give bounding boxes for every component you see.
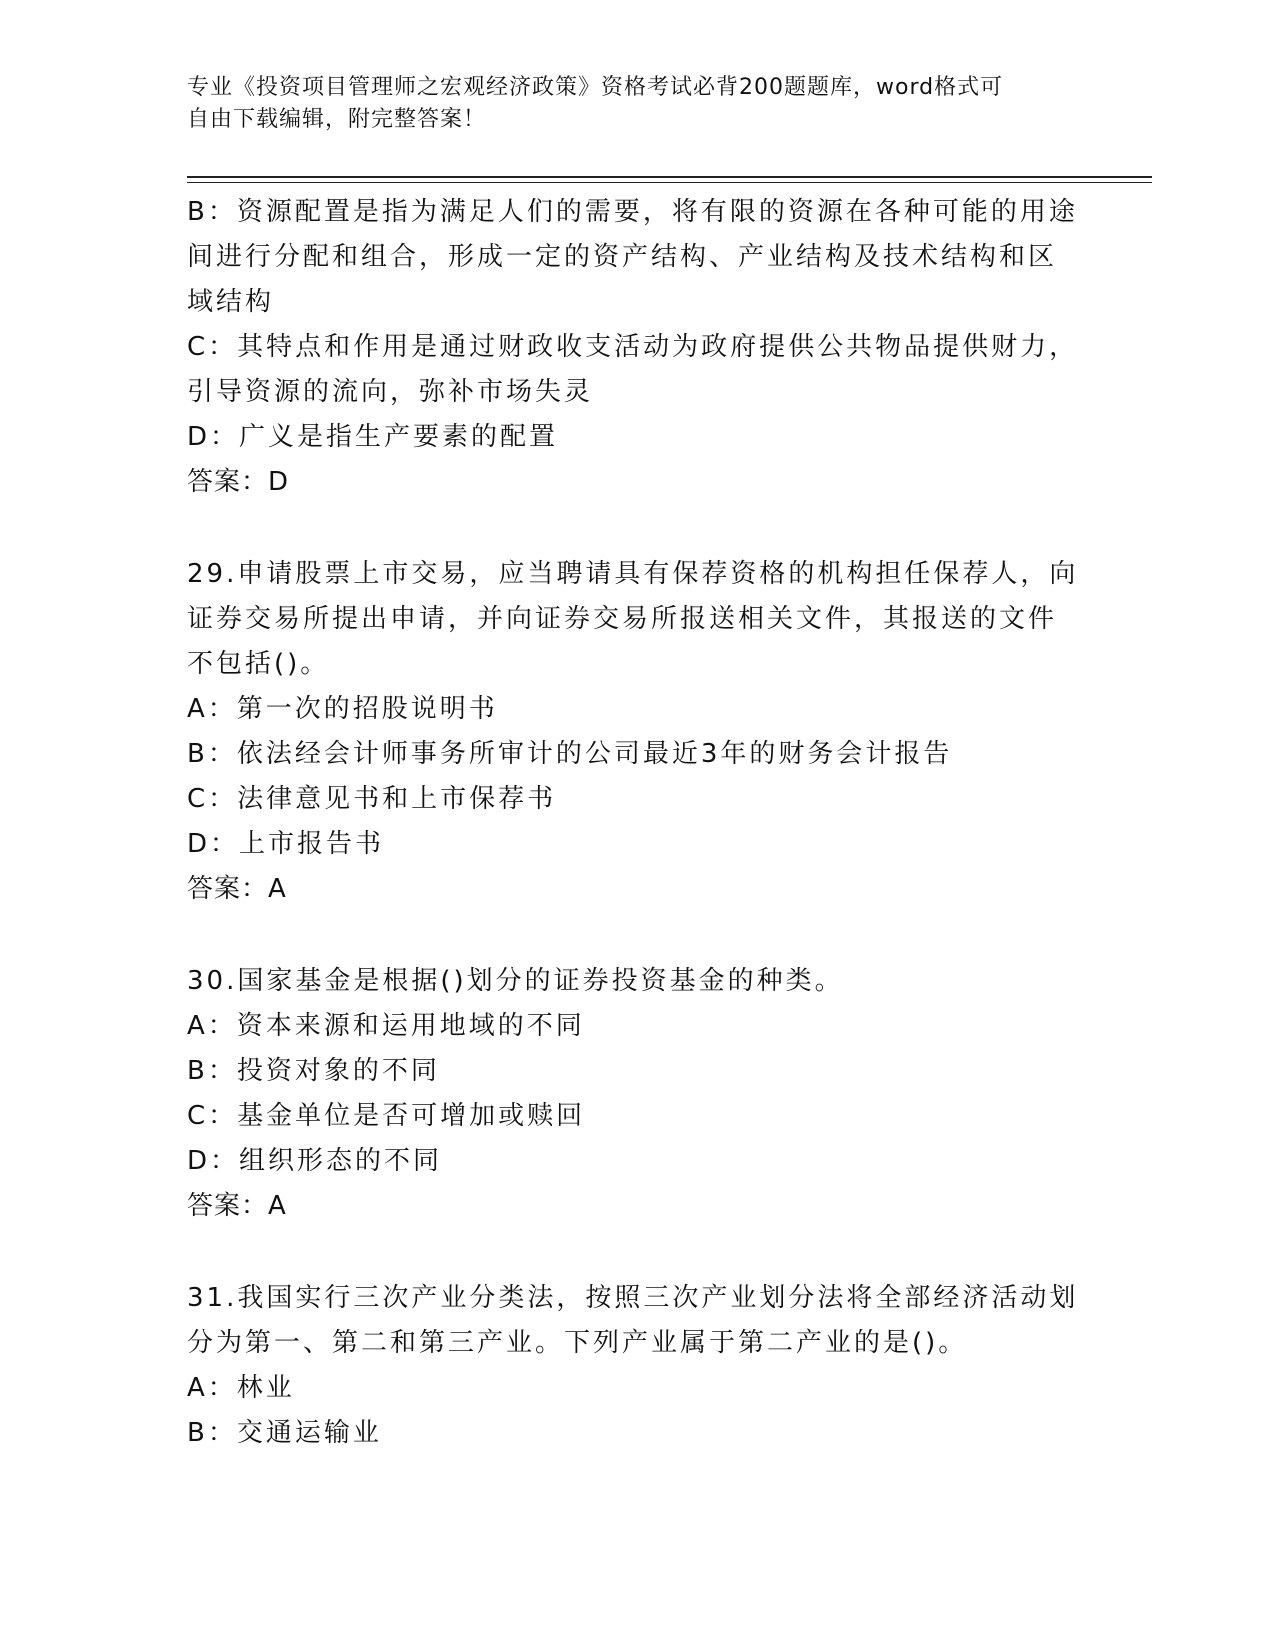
option-a: A：第一次的招股说明书 <box>187 694 498 724</box>
spacer <box>187 505 1087 552</box>
document-header <box>187 72 1067 136</box>
option-b: B：依法经会计师事务所审计的公司最近3年的财务会计报告 <box>187 739 953 769</box>
question-stem: 30.国家基金是根据()划分的证券投资基金的种类。 <box>187 966 844 996</box>
option-b-line-1: B：资源配置是指为满足人们的需要，将有限的资源在各种可能的用途 <box>187 197 1078 227</box>
spacer <box>187 912 1087 959</box>
spacer <box>187 1229 1087 1276</box>
header-divider-thin <box>187 182 1152 183</box>
question-stem-line-1: 31.我国实行三次产业分类法，按照三次产业划分法将全部经济活动划 <box>187 1283 1079 1313</box>
answer: 答案：A <box>187 874 287 904</box>
option-d: D：广义是指生产要素的配置 <box>187 422 559 452</box>
option-a: A：资本来源和运用地域的不同 <box>187 1011 585 1041</box>
option-d: D：组织形态的不同 <box>187 1146 443 1176</box>
option-b: B：交通运输业 <box>187 1418 382 1448</box>
option-b-line-3: 域结构 <box>187 287 275 317</box>
option-c: C：法律意见书和上市保荐书 <box>187 784 557 814</box>
option-c-line-2: 引导资源的流向，弥补市场失灵 <box>187 377 594 407</box>
header-divider-thick <box>187 176 1152 178</box>
answer: 答案：D <box>187 467 290 497</box>
question-stem-line-3: 不包括()。 <box>187 649 330 679</box>
option-b: B：投资对象的不同 <box>187 1056 440 1086</box>
option-a: A：林业 <box>187 1373 295 1403</box>
header-line-1: 专业《投资项目管理师之宏观经济政策》资格考试必背200题题库，word格式可 <box>187 75 1004 100</box>
question-28-remainder <box>187 190 1087 505</box>
question-stem-line-1: 29.申请股票上市交易，应当聘请具有保荐资格的机构担任保荐人，向 <box>187 559 1079 589</box>
option-d: D：上市报告书 <box>187 829 385 859</box>
option-b-line-2: 间进行分配和组合，形成一定的资产结构、产业结构及技术结构和区 <box>187 242 1058 272</box>
question-29 <box>187 552 1087 912</box>
option-c: C：基金单位是否可增加或赎回 <box>187 1101 586 1131</box>
option-c-line-1: C：其特点和作用是通过财政收支活动为政府提供公共物品提供财力， <box>187 332 1079 362</box>
question-stem-line-2: 证券交易所提出申请，并向证券交易所报送相关文件，其报送的文件 <box>187 604 1058 634</box>
header-line-2: 自由下载编辑，附完整答案！ <box>187 107 487 132</box>
question-stem-line-2: 分为第一、第二和第三产业。下列产业属于第二产业的是()。 <box>187 1328 968 1358</box>
answer: 答案：A <box>187 1191 287 1221</box>
question-30 <box>187 959 1087 1229</box>
document-body <box>187 190 1087 1456</box>
question-31 <box>187 1276 1087 1456</box>
